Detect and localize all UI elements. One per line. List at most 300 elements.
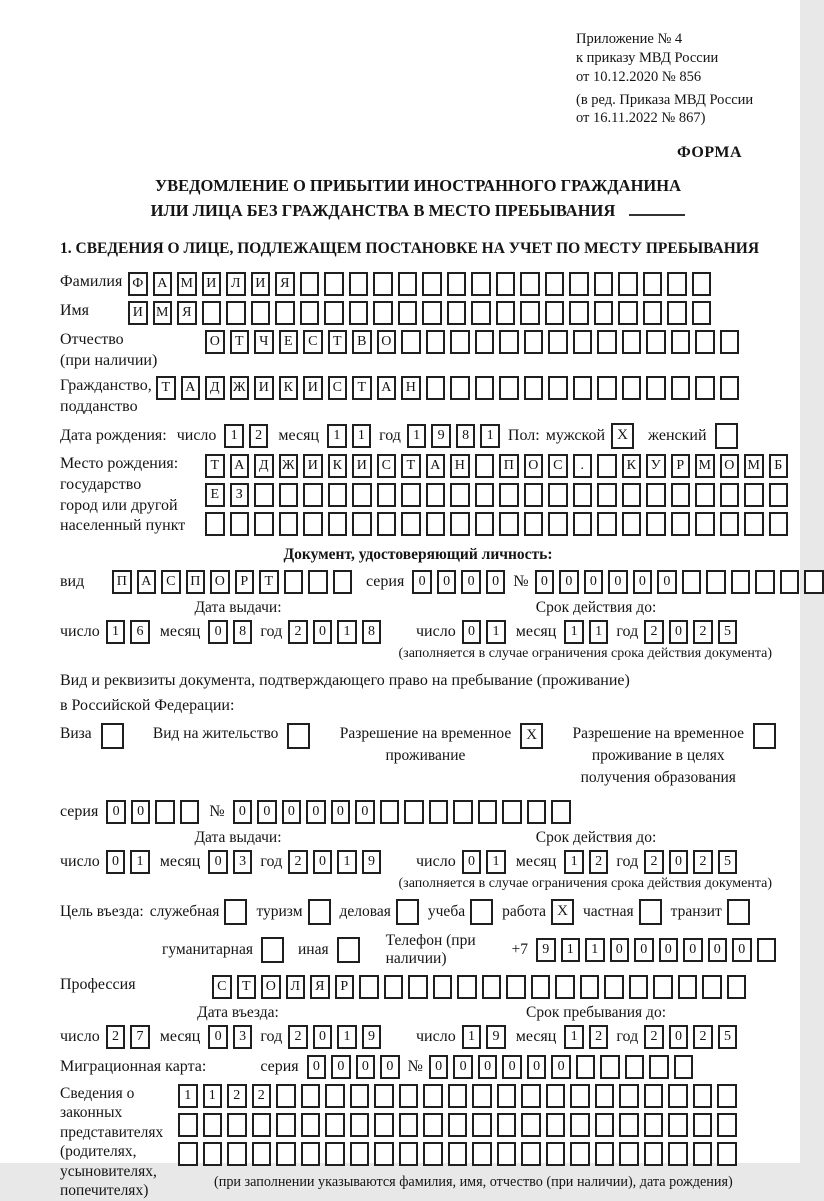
- form-cell[interactable]: 9: [536, 938, 556, 962]
- form-cell[interactable]: 0: [313, 1025, 333, 1049]
- form-cell[interactable]: [548, 376, 568, 400]
- form-cell[interactable]: З: [230, 483, 250, 507]
- form-cell[interactable]: [597, 512, 617, 536]
- form-cell[interactable]: [643, 272, 663, 296]
- form-cell[interactable]: [757, 938, 777, 962]
- purpose-business-checkbox[interactable]: [396, 899, 419, 925]
- form-cell[interactable]: 7: [130, 1025, 150, 1049]
- birth-place-row1[interactable]: [205, 454, 788, 478]
- form-cell[interactable]: 0: [732, 938, 752, 962]
- form-cell[interactable]: [301, 1084, 321, 1108]
- form-cell[interactable]: 0: [313, 850, 333, 874]
- form-cell[interactable]: 8: [233, 620, 253, 644]
- form-cell[interactable]: [404, 800, 424, 824]
- migration-number-cells[interactable]: [429, 1055, 694, 1079]
- form-cell[interactable]: Е: [279, 330, 299, 354]
- form-cell[interactable]: [448, 1113, 468, 1137]
- stay-month[interactable]: [564, 1025, 608, 1049]
- form-cell[interactable]: [678, 975, 698, 999]
- form-cell[interactable]: 6: [130, 620, 150, 644]
- form-cell[interactable]: Н: [401, 376, 421, 400]
- form-cell[interactable]: М: [177, 272, 197, 296]
- form-cell[interactable]: [573, 512, 593, 536]
- residence-valid-month[interactable]: [564, 850, 608, 874]
- form-cell[interactable]: [352, 483, 372, 507]
- form-cell[interactable]: [254, 483, 274, 507]
- form-cell[interactable]: О: [720, 454, 740, 478]
- form-cell[interactable]: Т: [237, 975, 257, 999]
- form-cell[interactable]: [328, 512, 348, 536]
- purpose-work-checkbox[interactable]: [551, 899, 574, 925]
- form-cell[interactable]: [475, 483, 495, 507]
- form-cell[interactable]: [284, 570, 304, 594]
- form-cell[interactable]: [496, 272, 516, 296]
- form-cell[interactable]: [671, 330, 691, 354]
- form-cell[interactable]: Д: [254, 454, 274, 478]
- form-cell[interactable]: 1: [130, 850, 150, 874]
- form-cell[interactable]: 5: [718, 620, 738, 644]
- form-cell[interactable]: 1: [337, 850, 357, 874]
- form-cell[interactable]: 0: [527, 1055, 547, 1079]
- form-cell[interactable]: [401, 330, 421, 354]
- form-cell[interactable]: [408, 975, 428, 999]
- form-cell[interactable]: И: [251, 272, 271, 296]
- form-cell[interactable]: [450, 330, 470, 354]
- form-cell[interactable]: [731, 570, 751, 594]
- form-cell[interactable]: К: [622, 454, 642, 478]
- form-cell[interactable]: Т: [259, 570, 279, 594]
- form-cell[interactable]: [668, 1113, 688, 1137]
- form-cell[interactable]: [546, 1084, 566, 1108]
- form-cell[interactable]: А: [153, 272, 173, 296]
- form-cell[interactable]: [350, 1142, 370, 1166]
- form-cell[interactable]: [570, 1142, 590, 1166]
- form-cell[interactable]: У: [646, 454, 666, 478]
- form-cell[interactable]: 9: [362, 850, 382, 874]
- form-cell[interactable]: [472, 1084, 492, 1108]
- form-cell[interactable]: [453, 800, 473, 824]
- sex-female-checkbox[interactable]: [715, 423, 738, 449]
- entry-year[interactable]: [288, 1025, 381, 1049]
- form-cell[interactable]: [227, 1142, 247, 1166]
- form-cell[interactable]: [230, 512, 250, 536]
- form-cell[interactable]: 0: [131, 800, 151, 824]
- form-cell[interactable]: 3: [233, 1025, 253, 1049]
- form-cell[interactable]: [597, 454, 617, 478]
- form-cell[interactable]: 0: [462, 850, 482, 874]
- form-cell[interactable]: [527, 800, 547, 824]
- form-cell[interactable]: [744, 512, 764, 536]
- form-cell[interactable]: [618, 272, 638, 296]
- form-cell[interactable]: 0: [633, 570, 653, 594]
- form-cell[interactable]: [275, 301, 295, 325]
- form-cell[interactable]: [715, 423, 738, 449]
- form-cell[interactable]: [644, 1142, 664, 1166]
- form-cell[interactable]: [573, 483, 593, 507]
- form-cell[interactable]: [496, 301, 516, 325]
- form-cell[interactable]: [720, 376, 740, 400]
- identity-valid-day[interactable]: [462, 620, 506, 644]
- form-cell[interactable]: [426, 483, 446, 507]
- form-cell[interactable]: [622, 483, 642, 507]
- form-cell[interactable]: 2: [644, 1025, 664, 1049]
- form-cell[interactable]: Н: [450, 454, 470, 478]
- form-cell[interactable]: [350, 1084, 370, 1108]
- form-cell[interactable]: [597, 483, 617, 507]
- form-cell[interactable]: А: [230, 454, 250, 478]
- form-cell[interactable]: [594, 301, 614, 325]
- residence-issue-year[interactable]: [288, 850, 381, 874]
- citizenship-cells[interactable]: [156, 376, 739, 400]
- form-cell[interactable]: [226, 301, 246, 325]
- form-cell[interactable]: 0: [708, 938, 728, 962]
- form-cell[interactable]: 0: [307, 1055, 327, 1079]
- form-cell[interactable]: 0: [331, 800, 351, 824]
- form-cell[interactable]: [668, 1142, 688, 1166]
- form-cell[interactable]: П: [112, 570, 132, 594]
- entry-day[interactable]: [106, 1025, 150, 1049]
- form-cell[interactable]: [667, 301, 687, 325]
- form-cell[interactable]: 1: [564, 850, 584, 874]
- form-cell[interactable]: [300, 301, 320, 325]
- form-cell[interactable]: [671, 483, 691, 507]
- residence-number-cells[interactable]: [233, 800, 571, 824]
- form-cell[interactable]: Л: [286, 975, 306, 999]
- form-cell[interactable]: 2: [644, 620, 664, 644]
- residence-valid-year[interactable]: [644, 850, 737, 874]
- form-cell[interactable]: [548, 512, 568, 536]
- form-cell[interactable]: [227, 1113, 247, 1137]
- form-cell[interactable]: [359, 975, 379, 999]
- form-cell[interactable]: [625, 1055, 645, 1079]
- form-cell[interactable]: [396, 899, 419, 925]
- form-cell[interactable]: 0: [106, 850, 126, 874]
- form-cell[interactable]: К: [328, 454, 348, 478]
- form-cell[interactable]: [457, 975, 477, 999]
- form-cell[interactable]: С: [212, 975, 232, 999]
- form-cell[interactable]: П: [186, 570, 206, 594]
- form-cell[interactable]: [551, 800, 571, 824]
- form-cell[interactable]: [520, 272, 540, 296]
- form-cell[interactable]: Т: [401, 454, 421, 478]
- form-cell[interactable]: [600, 1055, 620, 1079]
- form-cell[interactable]: 3: [233, 850, 253, 874]
- form-cell[interactable]: 0: [106, 800, 126, 824]
- form-cell[interactable]: [720, 512, 740, 536]
- form-cell[interactable]: 9: [486, 1025, 506, 1049]
- form-cell[interactable]: [470, 899, 493, 925]
- form-cell[interactable]: [546, 1113, 566, 1137]
- form-cell[interactable]: [373, 272, 393, 296]
- purpose-tourism-checkbox[interactable]: [308, 899, 331, 925]
- form-cell[interactable]: 5: [718, 1025, 738, 1049]
- form-cell[interactable]: С: [377, 454, 397, 478]
- form-cell[interactable]: 2: [288, 620, 308, 644]
- form-cell[interactable]: 0: [486, 570, 506, 594]
- form-cell[interactable]: [497, 1084, 517, 1108]
- form-cell[interactable]: [254, 512, 274, 536]
- form-cell[interactable]: [422, 272, 442, 296]
- form-cell[interactable]: [693, 1142, 713, 1166]
- form-cell[interactable]: [448, 1142, 468, 1166]
- purpose-other-checkbox[interactable]: [337, 937, 360, 963]
- form-cell[interactable]: [682, 570, 702, 594]
- form-cell[interactable]: [671, 376, 691, 400]
- stay-year[interactable]: [644, 1025, 737, 1049]
- form-cell[interactable]: X: [551, 899, 574, 925]
- form-cell[interactable]: 0: [610, 938, 630, 962]
- form-cell[interactable]: Е: [205, 483, 225, 507]
- form-cell[interactable]: [349, 301, 369, 325]
- phone-cells[interactable]: [536, 938, 776, 962]
- visa-checkbox[interactable]: [101, 723, 124, 749]
- form-cell[interactable]: 0: [669, 1025, 689, 1049]
- form-cell[interactable]: [450, 483, 470, 507]
- form-cell[interactable]: Л: [226, 272, 246, 296]
- form-cell[interactable]: И: [254, 376, 274, 400]
- form-cell[interactable]: Р: [335, 975, 355, 999]
- form-cell[interactable]: [374, 1113, 394, 1137]
- form-cell[interactable]: [597, 330, 617, 354]
- form-cell[interactable]: [618, 301, 638, 325]
- form-cell[interactable]: Т: [156, 376, 176, 400]
- form-cell[interactable]: [203, 1113, 223, 1137]
- form-cell[interactable]: [595, 1084, 615, 1108]
- form-cell[interactable]: 0: [659, 938, 679, 962]
- form-cell[interactable]: [399, 1113, 419, 1137]
- form-cell[interactable]: 1: [486, 850, 506, 874]
- form-cell[interactable]: А: [181, 376, 201, 400]
- form-cell[interactable]: [325, 1142, 345, 1166]
- doc-number-cells[interactable]: [535, 570, 824, 594]
- form-cell[interactable]: [804, 570, 824, 594]
- residence-issue-month[interactable]: [208, 850, 252, 874]
- form-cell[interactable]: [649, 1055, 669, 1079]
- form-cell[interactable]: 2: [693, 1025, 713, 1049]
- form-cell[interactable]: Д: [205, 376, 225, 400]
- form-cell[interactable]: 1: [203, 1084, 223, 1108]
- form-cell[interactable]: [251, 301, 271, 325]
- form-cell[interactable]: [646, 512, 666, 536]
- form-cell[interactable]: [667, 272, 687, 296]
- form-cell[interactable]: Т: [205, 454, 225, 478]
- form-cell[interactable]: [521, 1113, 541, 1137]
- identity-issue-day[interactable]: [106, 620, 150, 644]
- form-cell[interactable]: [671, 512, 691, 536]
- form-cell[interactable]: 0: [453, 1055, 473, 1079]
- form-cell[interactable]: [429, 800, 449, 824]
- form-cell[interactable]: [374, 1142, 394, 1166]
- form-cell[interactable]: [524, 330, 544, 354]
- form-cell[interactable]: 1: [407, 424, 427, 448]
- form-cell[interactable]: [308, 899, 331, 925]
- form-cell[interactable]: Р: [671, 454, 691, 478]
- form-cell[interactable]: [753, 723, 776, 749]
- form-cell[interactable]: [178, 1142, 198, 1166]
- form-cell[interactable]: [524, 512, 544, 536]
- form-cell[interactable]: 1: [564, 1025, 584, 1049]
- form-cell[interactable]: 0: [380, 1055, 400, 1079]
- form-cell[interactable]: [448, 1084, 468, 1108]
- form-cell[interactable]: [475, 454, 495, 478]
- form-cell[interactable]: [545, 301, 565, 325]
- form-cell[interactable]: А: [137, 570, 157, 594]
- form-cell[interactable]: [706, 570, 726, 594]
- form-cell[interactable]: [472, 1142, 492, 1166]
- form-cell[interactable]: 2: [249, 424, 269, 448]
- form-cell[interactable]: Ф: [128, 272, 148, 296]
- form-cell[interactable]: 0: [634, 938, 654, 962]
- form-cell[interactable]: И: [128, 301, 148, 325]
- form-cell[interactable]: [639, 899, 662, 925]
- form-cell[interactable]: [555, 975, 575, 999]
- form-cell[interactable]: 1: [352, 424, 372, 448]
- form-cell[interactable]: 1: [486, 620, 506, 644]
- form-cell[interactable]: 2: [644, 850, 664, 874]
- form-cell[interactable]: 0: [608, 570, 628, 594]
- form-cell[interactable]: [692, 301, 712, 325]
- form-cell[interactable]: [478, 800, 498, 824]
- form-cell[interactable]: [570, 1084, 590, 1108]
- form-cell[interactable]: [301, 1142, 321, 1166]
- form-cell[interactable]: 1: [561, 938, 581, 962]
- form-cell[interactable]: С: [161, 570, 181, 594]
- form-cell[interactable]: [101, 723, 124, 749]
- form-cell[interactable]: [646, 376, 666, 400]
- form-cell[interactable]: 0: [502, 1055, 522, 1079]
- form-cell[interactable]: [524, 483, 544, 507]
- form-cell[interactable]: [693, 1084, 713, 1108]
- birth-month-cells[interactable]: [327, 424, 371, 448]
- form-cell[interactable]: [276, 1113, 296, 1137]
- form-cell[interactable]: 1: [564, 620, 584, 644]
- form-cell[interactable]: [252, 1113, 272, 1137]
- form-cell[interactable]: 0: [478, 1055, 498, 1079]
- form-cell[interactable]: [497, 1142, 517, 1166]
- form-cell[interactable]: [548, 483, 568, 507]
- form-cell[interactable]: [702, 975, 722, 999]
- form-cell[interactable]: [646, 330, 666, 354]
- form-cell[interactable]: 1: [585, 938, 605, 962]
- form-cell[interactable]: 0: [306, 800, 326, 824]
- birth-place-row3[interactable]: [205, 512, 788, 536]
- form-cell[interactable]: [695, 512, 715, 536]
- form-cell[interactable]: [619, 1113, 639, 1137]
- form-cell[interactable]: М: [153, 301, 173, 325]
- form-cell[interactable]: 0: [559, 570, 579, 594]
- form-cell[interactable]: 5: [718, 850, 738, 874]
- form-cell[interactable]: [692, 272, 712, 296]
- form-cell[interactable]: [524, 376, 544, 400]
- form-cell[interactable]: [644, 1084, 664, 1108]
- form-cell[interactable]: [576, 1055, 596, 1079]
- form-cell[interactable]: [203, 1142, 223, 1166]
- identity-valid-year[interactable]: [644, 620, 737, 644]
- form-cell[interactable]: [695, 483, 715, 507]
- form-cell[interactable]: [472, 1113, 492, 1137]
- purpose-study-checkbox[interactable]: [470, 899, 493, 925]
- form-cell[interactable]: 0: [429, 1055, 449, 1079]
- form-cell[interactable]: [324, 301, 344, 325]
- form-cell[interactable]: [287, 723, 310, 749]
- form-cell[interactable]: [325, 1113, 345, 1137]
- form-cell[interactable]: [384, 975, 404, 999]
- form-cell[interactable]: [373, 301, 393, 325]
- form-cell[interactable]: О: [377, 330, 397, 354]
- form-cell[interactable]: [308, 570, 328, 594]
- form-cell[interactable]: М: [695, 454, 715, 478]
- form-cell[interactable]: [744, 483, 764, 507]
- form-cell[interactable]: X: [520, 723, 543, 749]
- form-cell[interactable]: 0: [233, 800, 253, 824]
- form-cell[interactable]: 2: [693, 850, 713, 874]
- form-cell[interactable]: С: [303, 330, 323, 354]
- form-cell[interactable]: А: [377, 376, 397, 400]
- form-cell[interactable]: [261, 937, 284, 963]
- form-cell[interactable]: [604, 975, 624, 999]
- form-cell[interactable]: О: [210, 570, 230, 594]
- form-cell[interactable]: [202, 301, 222, 325]
- form-cell[interactable]: [279, 512, 299, 536]
- form-cell[interactable]: [695, 376, 715, 400]
- form-cell[interactable]: 1: [337, 1025, 357, 1049]
- migration-series-cells[interactable]: [307, 1055, 400, 1079]
- form-cell[interactable]: [279, 483, 299, 507]
- form-cell[interactable]: [180, 800, 200, 824]
- form-cell[interactable]: [521, 1084, 541, 1108]
- representatives-row3[interactable]: [178, 1142, 737, 1166]
- form-cell[interactable]: [693, 1113, 713, 1137]
- form-cell[interactable]: [399, 1084, 419, 1108]
- edu-permit-checkbox[interactable]: [753, 723, 776, 749]
- form-cell[interactable]: [333, 570, 353, 594]
- form-cell[interactable]: [717, 1113, 737, 1137]
- form-cell[interactable]: 2: [589, 1025, 609, 1049]
- form-cell[interactable]: [597, 376, 617, 400]
- entry-month[interactable]: [208, 1025, 252, 1049]
- form-cell[interactable]: [224, 899, 247, 925]
- stay-day[interactable]: [462, 1025, 506, 1049]
- form-cell[interactable]: [570, 1113, 590, 1137]
- form-cell[interactable]: 1: [480, 424, 500, 448]
- form-cell[interactable]: [374, 1084, 394, 1108]
- form-cell[interactable]: [644, 1113, 664, 1137]
- form-cell[interactable]: [325, 1084, 345, 1108]
- birth-day-cells[interactable]: [224, 424, 268, 448]
- form-cell[interactable]: [303, 512, 323, 536]
- form-cell[interactable]: 9: [362, 1025, 382, 1049]
- form-cell[interactable]: [573, 330, 593, 354]
- form-cell[interactable]: 1: [462, 1025, 482, 1049]
- form-cell[interactable]: [619, 1142, 639, 1166]
- form-cell[interactable]: [423, 1142, 443, 1166]
- form-cell[interactable]: 8: [456, 424, 476, 448]
- form-cell[interactable]: И: [303, 376, 323, 400]
- form-cell[interactable]: И: [202, 272, 222, 296]
- form-cell[interactable]: [398, 301, 418, 325]
- form-cell[interactable]: [769, 483, 789, 507]
- form-cell[interactable]: [548, 330, 568, 354]
- form-cell[interactable]: [629, 975, 649, 999]
- form-cell[interactable]: 1: [589, 620, 609, 644]
- form-cell[interactable]: [178, 1113, 198, 1137]
- form-cell[interactable]: [423, 1113, 443, 1137]
- form-cell[interactable]: [399, 1142, 419, 1166]
- form-cell[interactable]: [520, 301, 540, 325]
- form-cell[interactable]: [475, 330, 495, 354]
- birth-year-cells[interactable]: [407, 424, 500, 448]
- form-cell[interactable]: 9: [431, 424, 451, 448]
